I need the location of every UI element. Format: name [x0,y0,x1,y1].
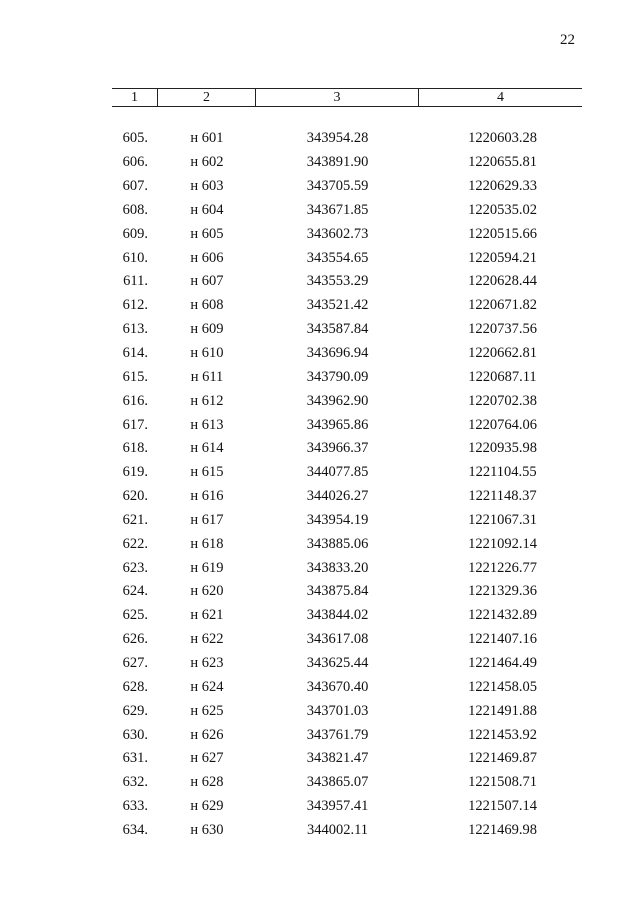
column-header-3: 3 [256,89,419,106]
table-row [112,318,582,342]
table-row [112,389,582,413]
coordinate-y-cell: 1221329.36 [468,583,537,600]
row-number-cell: 618. [122,440,148,457]
coordinate-y-cell: 1221148.37 [468,488,537,505]
coordinate-x-cell: 344077.85 [306,464,369,481]
row-number-cell: 633. [122,798,148,815]
point-id-cell: н 622 [190,631,224,648]
point-id-cell: н 628 [190,774,224,791]
coordinate-y-cell: 1221464.49 [468,654,537,671]
point-id-cell: н 624 [190,678,224,695]
point-id-cell: н 630 [190,821,224,838]
row-number-cell: 608. [122,201,148,218]
point-id-cell: н 623 [190,654,224,671]
point-id-cell: н 620 [190,583,224,600]
table-body [112,127,582,842]
coordinate-y-cell: 1220628.44 [468,273,537,290]
coordinate-x-cell: 343844.02 [306,607,369,624]
table-row [112,151,582,175]
table-row [112,628,582,652]
coordinate-y-cell: 1220671.82 [468,297,537,314]
coordinate-x-cell: 343521.42 [306,297,369,314]
column-header-4: 4 [497,89,504,105]
coordinate-y-cell: 1221508.71 [468,774,537,791]
coordinate-y-cell: 1220594.21 [468,249,537,266]
point-id-cell: н 602 [190,154,224,171]
coordinate-y-cell: 1221469.98 [468,821,537,838]
coordinate-y-cell: 1221432.89 [468,607,537,624]
point-id-cell: н 626 [190,726,224,743]
point-id-cell: н 627 [190,750,224,767]
coordinate-y-cell: 1220737.56 [468,321,537,338]
coordinate-x-cell: 343587.84 [306,321,369,338]
point-id-cell: н 611 [190,368,224,385]
coordinate-y-cell: 1221469.87 [468,750,537,767]
point-id-cell: н 619 [190,559,224,576]
page-number: 22 [560,32,575,48]
point-id-cell: н 603 [190,178,224,195]
row-number-cell: 631. [122,750,148,767]
coordinate-x-cell: 343954.19 [306,511,369,528]
coordinate-x-cell: 343875.84 [306,583,369,600]
coordinate-y-cell: 1220764.06 [468,416,537,433]
coordinate-x-cell: 343966.37 [306,440,369,457]
column-header-2: 2 [158,89,256,106]
row-number-cell: 610. [122,249,148,266]
point-id-cell: н 629 [190,798,224,815]
coordinate-y-cell: 1220702.38 [468,392,537,409]
coordinate-x-cell: 343865.07 [306,774,369,791]
point-id-cell: н 601 [190,130,224,147]
row-number-cell: 627. [122,654,148,671]
row-number-cell: 606. [122,154,148,171]
point-id-cell: н 616 [190,488,224,505]
table-row [112,127,582,151]
point-id-cell: н 608 [190,297,224,314]
row-number-cell: 624. [122,583,148,600]
point-id-cell: н 610 [190,345,224,362]
coordinate-x-cell: 343957.41 [306,798,369,815]
table-row [112,199,582,223]
row-number-cell: 609. [122,225,148,242]
coordinate-x-cell: 344002.11 [306,821,369,838]
coordinate-y-cell: 1220535.02 [468,201,537,218]
point-id-cell: н 609 [190,321,224,338]
row-number-cell: 628. [122,678,148,695]
coordinate-x-cell: 343554.65 [306,249,369,266]
point-id-cell: н 606 [190,249,224,266]
coordinate-y-cell: 1220935.98 [468,440,537,457]
table-row [112,246,582,270]
coordinate-x-cell: 343891.90 [306,154,369,171]
coordinate-x-cell: 343671.85 [306,201,369,218]
coordinate-x-cell: 343761.79 [306,726,369,743]
coordinate-y-cell: 1221067.31 [468,511,537,528]
table-row [112,461,582,485]
coordinate-x-cell: 343833.20 [306,559,369,576]
coordinate-x-cell: 343625.44 [306,654,369,671]
coordinate-x-cell: 343602.73 [306,225,369,242]
point-id-cell: н 617 [190,511,224,528]
coordinate-x-cell: 343670.40 [306,678,369,695]
coordinate-y-cell: 1221104.55 [468,464,537,481]
table-header [112,88,582,107]
point-id-cell: н 605 [190,225,224,242]
coordinate-x-cell: 343617.08 [306,631,369,648]
coordinate-x-cell: 343790.09 [306,368,369,385]
coordinate-x-cell: 343701.03 [306,702,369,719]
table-row [112,604,582,628]
point-id-cell: н 621 [190,607,224,624]
coordinate-x-cell: 344026.27 [306,488,369,505]
coordinate-x-cell: 343821.47 [306,750,369,767]
table-row [112,818,582,842]
table-row [112,294,582,318]
row-number-cell: 619. [122,464,148,481]
coordinate-x-cell: 343705.59 [306,178,369,195]
point-id-cell: н 614 [190,440,224,457]
coordinate-x-cell: 343696.94 [306,345,369,362]
coordinate-y-cell: 1221458.05 [468,678,537,695]
row-number-cell: 621. [122,511,148,528]
table-row [112,747,582,771]
coordinate-x-cell: 343965.86 [306,416,369,433]
table-row [112,699,582,723]
row-number-cell: 630. [122,726,148,743]
table-row [112,580,582,604]
coordinate-y-cell: 1221407.16 [468,631,537,648]
row-number-cell: 607. [122,178,148,195]
coordinate-y-cell: 1220603.28 [468,130,537,147]
table-row [112,270,582,294]
table-row [112,771,582,795]
row-number-cell: 615. [122,368,148,385]
row-number-cell: 626. [122,631,148,648]
row-number-cell: 616. [122,392,148,409]
coordinate-y-cell: 1221092.14 [468,535,537,552]
point-id-cell: н 613 [190,416,224,433]
coordinate-x-cell: 343553.29 [306,273,369,290]
row-number-cell: 605. [122,130,148,147]
row-number-cell: 614. [122,345,148,362]
coordinate-y-cell: 1221491.88 [468,702,537,719]
coordinate-y-cell: 1221507.14 [468,798,537,815]
row-number-cell: 613. [122,321,148,338]
row-number-cell: 622. [122,535,148,552]
row-number-cell: 620. [122,488,148,505]
table-row [112,485,582,509]
column-header-1: 1 [112,89,158,106]
point-id-cell: н 607 [190,273,224,290]
point-id-cell: н 604 [190,201,224,218]
row-number-cell: 617. [122,416,148,433]
coordinate-x-cell: 343962.90 [306,392,369,409]
table-row [112,652,582,676]
coordinate-x-cell: 343885.06 [306,535,369,552]
row-number-cell: 632. [122,774,148,791]
table-row [112,556,582,580]
coordinate-y-cell: 1220662.81 [468,345,537,362]
coordinate-y-cell: 1220515.66 [468,225,537,242]
row-number-cell: 629. [122,702,148,719]
coordinate-y-cell: 1221453.92 [468,726,537,743]
table-row [112,509,582,533]
row-number-cell: 623. [122,559,148,576]
point-id-cell: н 612 [190,392,224,409]
coordinate-y-cell: 1221226.77 [468,559,537,576]
coordinate-y-cell: 1220629.33 [468,178,537,195]
point-id-cell: н 618 [190,535,224,552]
table-row [112,413,582,437]
table-row [112,723,582,747]
table-row [112,437,582,461]
coordinate-y-cell: 1220687.11 [468,368,537,385]
coordinate-x-cell: 343954.28 [306,130,369,147]
table-row [112,222,582,246]
table-row [112,175,582,199]
table-row [112,795,582,819]
table-row [112,365,582,389]
coordinate-y-cell: 1220655.81 [468,154,537,171]
table-row [112,342,582,366]
table-row [112,675,582,699]
point-id-cell: н 615 [190,464,224,481]
row-number-cell: 611. [123,273,148,290]
row-number-cell: 612. [122,297,148,314]
table-row [112,532,582,556]
row-number-cell: 634. [122,821,148,838]
row-number-cell: 625. [122,607,148,624]
point-id-cell: н 625 [190,702,224,719]
